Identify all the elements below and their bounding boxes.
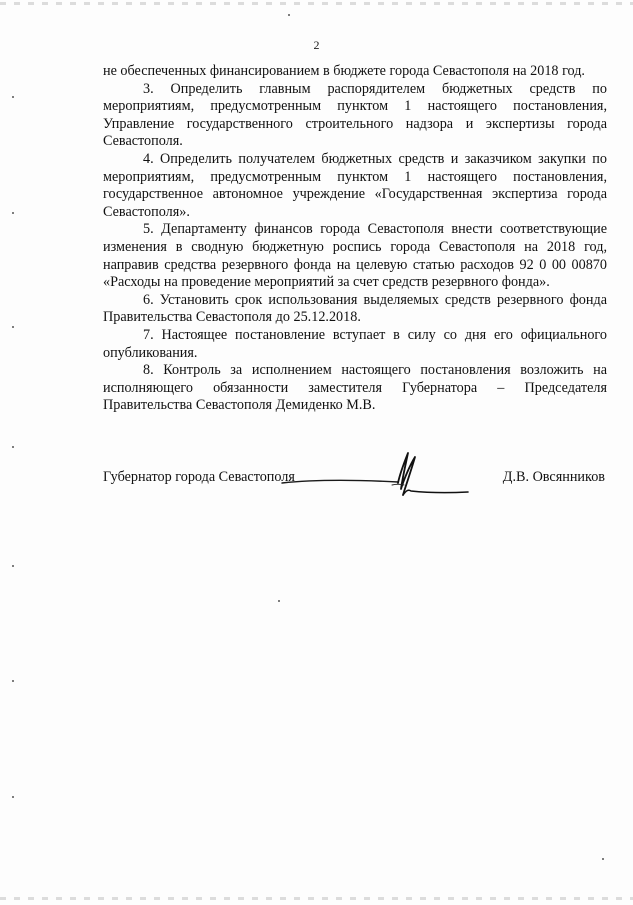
scan-speck <box>12 326 14 328</box>
scan-speck <box>12 446 14 448</box>
page-number: 2 <box>313 38 320 52</box>
paragraph-item-6: 6. Установить срок использования выделяемых средств резервного фонда Правительства Севастополя до 25.12.2018. <box>103 291 607 326</box>
handwritten-signature <box>280 449 470 504</box>
scan-speck <box>288 14 290 16</box>
paragraph-item-4: 4. Определить получателем бюджетных средств и заказчиком закупки по мероприятиям, предусмотренным пунктом 1 настоящего постановления, государственное автономное учреждение «Государственная экспертиза города Севастополя». <box>103 150 607 220</box>
scan-speck <box>12 212 14 214</box>
paragraph-continuation: не обеспеченных финансированием в бюджете города Севастополя на 2018 год. <box>103 63 585 79</box>
paragraph-item-8: 8. Контроль за исполнением настоящего постановления возложить на исполняющего обязанности заместителя Губернатора – Председателя Правительства Севастополя Демиденко М.В. <box>103 362 607 414</box>
scan-speck <box>602 858 604 860</box>
signatory-name: Д.В. Овсянников <box>502 469 605 485</box>
paragraph-item-5: 5. Департаменту финансов города Севастополя внести соответствующие изменения в сводную бюджетную роспись города Севастополя на 2018 год, направив средства резервного фонда на целевую статью расходов 92 0 00 00870 «Расходы на проведение мероприятий за счет средств резервного фонда». <box>103 221 607 291</box>
signatory-title: Губернатор города Севастополя <box>103 469 295 485</box>
document-body <box>103 63 607 415</box>
scan-speck <box>12 796 14 798</box>
paragraph-item-7: 7. Настоящее постановление вступает в силу со дня его официального опубликования. <box>103 326 607 361</box>
scan-edge-top <box>0 2 633 5</box>
scan-speck <box>12 96 14 98</box>
scan-edge-bottom <box>0 897 633 900</box>
scan-speck <box>12 565 14 567</box>
scan-speck <box>278 600 280 602</box>
paragraph-item-3: 3. Определить главным распорядителем бюджетных средств по мероприятиям, предусмотренным пунктом 1 настоящего постановления, Управление государственного строительного надзора и экспертизы города Севастополя. <box>103 80 607 150</box>
scan-speck <box>12 680 14 682</box>
